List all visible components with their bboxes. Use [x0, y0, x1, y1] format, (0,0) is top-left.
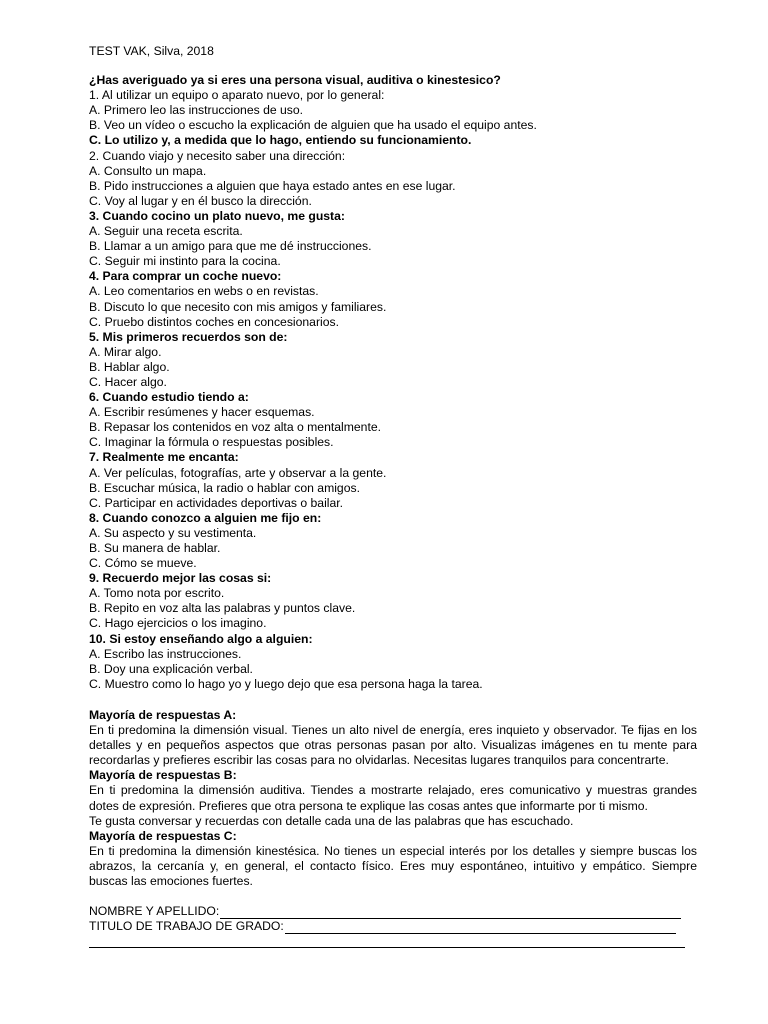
question-7 — [89, 450, 697, 510]
question-1-option-a: A. Primero leo las instrucciones de uso. — [89, 103, 304, 118]
question-8 — [89, 511, 697, 571]
question-8-option-b: B. Su manera de hablar. — [89, 541, 221, 555]
question-7-option-c: C. Participar en actividades deportivas o bailar. — [89, 495, 344, 510]
intro-question: ¿Has averiguado ya si eres una persona visual, auditiva o kinestesico? — [89, 73, 501, 88]
name-field-row — [89, 904, 681, 919]
question-2-option-c: C. Voy al lugar y en él busco la dirección. — [89, 193, 312, 208]
question-4-option-b: B. Discuto lo que necesito con mis amigos y familiares. — [89, 299, 387, 314]
result-b-heading: Mayoría de respuestas B: — [89, 768, 237, 783]
question-8-option-c: C. Cómo se mueve. — [89, 556, 197, 571]
question-2-option-a: A. Consulto un mapa. — [89, 163, 207, 178]
question-10-option-c: C. Muestro como lo hago yo y luego dejo que esa persona haga la tarea. — [89, 676, 483, 691]
question-7-text: 7. Realmente me encanta: — [89, 450, 239, 465]
thesis-field-label: TITULO DE TRABAJO DE GRADO: — [89, 919, 284, 934]
question-4-option-a: A. Leo comentarios en webs o en revistas. — [89, 284, 319, 299]
question-9-text: 9. Recuerdo mejor las cosas si: — [89, 571, 272, 586]
thesis-field-row — [89, 919, 676, 934]
result-a-heading: Mayoría de respuestas A: — [89, 707, 237, 722]
question-10-option-a: A. Escribo las instrucciones. — [89, 646, 242, 661]
result-b-text: En ti predomina la dimensión auditiva. Tiendes a mostrarte relajado, eres comunicativo y muestras grandes dotes de expresión. Prefieres que otra persona te explique las cosas antes que informarte por ti mismo. — [89, 783, 697, 813]
form-fields — [89, 904, 697, 948]
question-1 — [89, 88, 697, 148]
question-6 — [89, 390, 697, 450]
question-1-text: 1. Al utilizar un equipo o aparato nuevo, por lo general: — [89, 88, 385, 103]
result-c-text: En ti predomina la dimensión kinestésica. No tienes un especial interés por los detalles y siempre buscas los abrazos, la cercanía y, en general, el contacto físico. Eres muy espontáneo, intuitivo y empático. Siempre buscas las emociones fuertes. — [89, 843, 697, 888]
question-2-text: 2. Cuando viajo y necesito saber una dirección: — [89, 148, 346, 163]
result-b-section — [89, 768, 697, 828]
question-10-option-b: B. Doy una explicación verbal. — [89, 661, 253, 676]
question-9-option-a: A. Tomo nota por escrito. — [89, 586, 225, 601]
result-c-section — [89, 829, 697, 889]
question-10-text: 10. Si estoy enseñando algo a alguien: — [89, 631, 313, 646]
question-9-option-c: C. Hago ejercicios o los imagino. — [89, 616, 267, 631]
name-field-line[interactable] — [220, 906, 681, 919]
question-3-option-b: B. Llamar a un amigo para que me dé instrucciones. — [89, 239, 372, 254]
question-5-text: 5. Mis primeros recuerdos son de: — [89, 329, 288, 344]
result-b-text-2: Te gusta conversar y recuerdas con detalle cada una de las palabras que has escuchado. — [89, 813, 574, 828]
question-3-option-c: C. Seguir mi instinto para la cocina. — [89, 254, 281, 269]
question-9 — [89, 571, 697, 631]
question-3 — [89, 209, 697, 269]
result-a-text: En ti predomina la dimensión visual. Tienes un alto nivel de energía, eres inquieto y observador. Te fijas en los detalles y en pequeños aspectos que otras personas pasan por alto. Visualizas imágenes en tu mente para recordarlas y prefieres escribir las cosas para no olvidarlas. Necesitas lugares tranquilos para concentrarte. — [89, 723, 697, 768]
question-3-text: 3. Cuando cocino un plato nuevo, me gusta: — [89, 208, 345, 223]
question-5-option-a: A. Mirar algo. — [89, 344, 162, 359]
question-3-option-a: A. Seguir una receta escrita. — [89, 224, 243, 239]
thesis-field-line[interactable] — [285, 921, 676, 934]
result-a-section — [89, 708, 697, 768]
question-4 — [89, 269, 697, 329]
section-gap — [89, 692, 697, 708]
question-8-text: 8. Cuando conozco a alguien me fijo en: — [89, 510, 322, 525]
question-5-option-c: C. Hacer algo. — [89, 374, 167, 389]
question-7-option-b: B. Escuchar música, la radio o hablar con amigos. — [89, 480, 360, 495]
question-8-option-a: A. Su aspecto y su vestimenta. — [89, 525, 257, 540]
question-6-option-b: B. Repasar los contenidos en voz alta o mentalmente. — [89, 420, 381, 435]
question-1-option-b: B. Veo un vídeo o escucho la explicación de alguien que ha usado el equipo antes. — [89, 118, 537, 133]
question-6-text: 6. Cuando estudio tiendo a: — [89, 390, 249, 405]
question-1-option-c: C. Lo utilizo y, a medida que lo hago, entiendo su funcionamiento. — [89, 133, 472, 148]
question-4-text: 4. Para comprar un coche nuevo: — [89, 269, 282, 284]
name-field-label: NOMBRE Y APELLIDO: — [89, 904, 220, 919]
question-6-option-c: C. Imaginar la fórmula o respuestas posibles. — [89, 435, 334, 450]
question-5 — [89, 330, 697, 390]
question-9-option-b: B. Repito en voz alta las palabras y puntos clave. — [89, 601, 356, 616]
question-10 — [89, 632, 697, 692]
document-title: TEST VAK, Silva, 2018 — [89, 44, 214, 58]
question-7-option-a: A. Ver películas, fotografías, arte y observar a la gente. — [89, 465, 387, 480]
question-4-option-c: C. Pruebo distintos coches en concesionarios. — [89, 314, 339, 329]
question-2-option-b: B. Pido instrucciones a alguien que haya estado antes en ese lugar. — [89, 178, 456, 193]
document-page — [89, 44, 697, 948]
question-2 — [89, 149, 697, 209]
question-5-option-b: B. Hablar algo. — [89, 359, 170, 374]
result-c-heading: Mayoría de respuestas C: — [89, 828, 237, 843]
question-6-option-a: A. Escribir resúmenes y hacer esquemas. — [89, 405, 315, 420]
thesis-field-extra-line[interactable] — [89, 934, 685, 948]
